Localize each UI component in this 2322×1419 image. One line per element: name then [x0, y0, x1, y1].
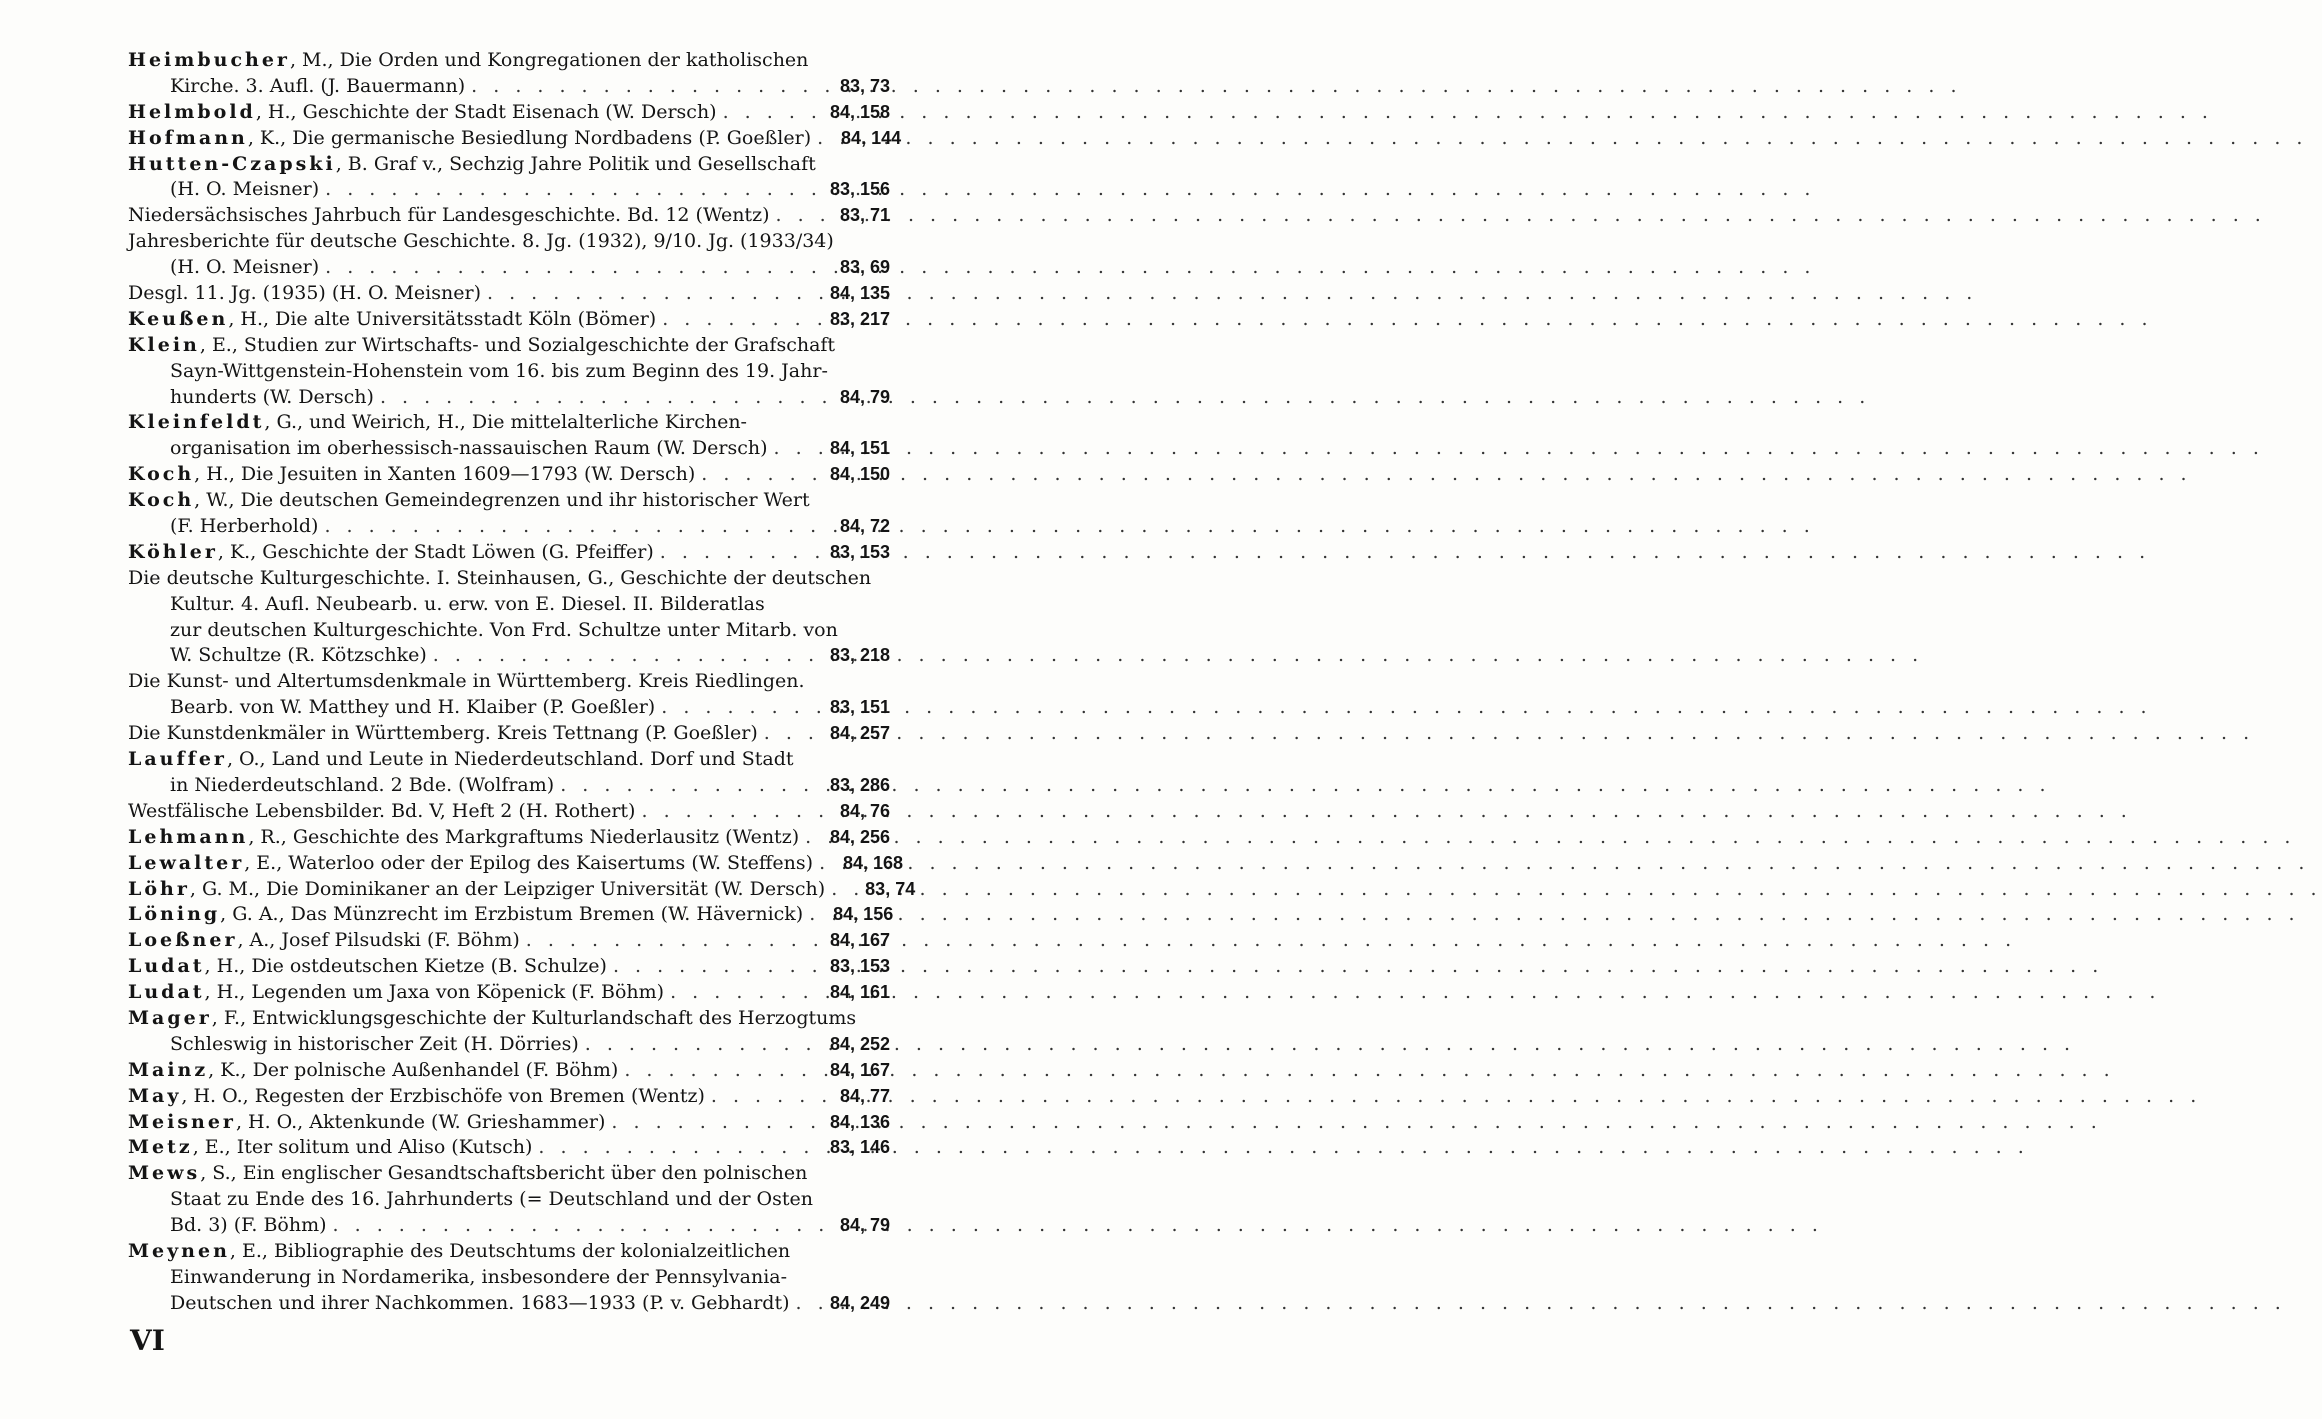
- entry-author: Lauffer: [128, 748, 227, 771]
- entry-author: Meynen: [128, 1239, 230, 1262]
- entry-text: Schleswig in historischer Zeit (H. Dörries): [170, 1032, 579, 1055]
- entry-text: , K., Geschichte der Stadt Löwen (G. Pfeiffer): [217, 540, 654, 563]
- entry-line: [128, 799, 890, 825]
- entry-author: May: [128, 1084, 182, 1107]
- entry-line: [128, 851, 904, 877]
- leader-dots: [465, 74, 820, 100]
- index-entry: [128, 1135, 890, 1161]
- entry-line: [128, 488, 890, 514]
- entry-text: Die deutsche Kulturgeschichte. I. Steinhausen, G., Geschichte der deutschen: [128, 566, 872, 589]
- index-entry: [128, 126, 902, 152]
- entry-text: Die Kunst- und Altertumsdenkmale in Württemberg. Kreis Riedlingen.: [128, 670, 805, 693]
- entry-line: [128, 359, 890, 385]
- entry-page-reference: 84, 135: [829, 283, 890, 304]
- entry-line: [128, 643, 890, 669]
- entry-text: Die Kunstdenkmäler in Württemberg. Kreis Tettnang (P. Goeßler): [128, 722, 758, 745]
- entry-page-reference: 84, 77: [839, 1085, 890, 1106]
- entry-line: [128, 1161, 890, 1187]
- entry-line: [128, 514, 890, 540]
- index-entry: [128, 954, 890, 980]
- entry-page-reference: 84, 150: [829, 464, 890, 485]
- entry-author: Löning: [128, 903, 221, 926]
- entry-line: [128, 385, 890, 411]
- entry-text: , H. O., Regesten der Erzbischöfe von Bremen (Wentz): [181, 1084, 705, 1107]
- entry-text: , K., Der polnische Außenhandel (F. Böhm): [208, 1058, 619, 1081]
- entry-author: Heimbucher: [128, 49, 290, 71]
- entry-text: Bearb. von W. Matthey und H. Klaiber (P. Goeßler): [170, 696, 656, 719]
- entry-line: [128, 100, 890, 126]
- entry-line: [128, 747, 890, 773]
- entry-text: , O., Land und Leute in Niederdeutschland. Dorf und Stadt: [226, 748, 794, 771]
- entry-text: , H., Legenden um Jaxa von Köpenick (F. Böhm): [204, 981, 665, 1004]
- entry-line: [128, 74, 890, 100]
- entry-text: , M., Die Orden und Kongregationen der katholischen: [289, 49, 809, 71]
- entry-page-reference: 83, 71: [839, 205, 890, 226]
- entry-author: Ludat: [128, 981, 205, 1004]
- entry-line: [128, 307, 890, 333]
- entry-page-reference: 83, 69: [839, 257, 890, 278]
- leader-dots: [656, 307, 820, 333]
- index-entry: [128, 203, 890, 229]
- entry-page-reference: 84, 144: [841, 127, 902, 148]
- entry-text: in Niederdeutschland. 2 Bde. (Wolfram): [170, 773, 555, 796]
- entry-text: , H. O., Aktenkunde (W. Grieshammer): [235, 1110, 606, 1133]
- entry-text: (H. O. Meisner): [170, 256, 320, 279]
- entry-text: organisation im oberhessisch-nassauischen Raum (W. Dersch): [170, 437, 768, 460]
- entry-line: [128, 1006, 890, 1032]
- entry-line: [128, 1084, 890, 1110]
- leader-dots: [318, 514, 820, 540]
- entry-page-reference: 83, 153: [829, 956, 890, 977]
- entry-text: Jahresberichte für deutsche Geschichte. 8. Jg. (1932), 9/10. Jg. (1933/34): [128, 230, 834, 253]
- leader-dots: [579, 1032, 820, 1058]
- index-entry: [128, 100, 890, 126]
- entry-author: Hutten-Czapski: [128, 152, 336, 175]
- entry-page-reference: 84, 252: [829, 1033, 890, 1054]
- entry-page-reference: 83, 156: [829, 179, 890, 200]
- entry-line: [128, 1110, 890, 1136]
- entry-page-reference: 83, 217: [829, 308, 890, 329]
- index-entry: [128, 928, 890, 954]
- entry-line: [128, 695, 890, 721]
- leader-dots: [374, 385, 820, 411]
- leader-dots: [803, 902, 823, 928]
- entry-page-reference: 83, 286: [829, 774, 890, 795]
- entry-text: , H., Die ostdeutschen Kietze (B. Schulze): [204, 955, 607, 978]
- entry-text: Westfälische Lebensbilder. Bd. V, Heft 2 (H. Rothert): [128, 799, 636, 822]
- index-page: [0, 0, 1000, 1419]
- entry-line: [128, 1239, 890, 1265]
- entry-page-reference: 83, 218: [829, 645, 890, 666]
- index-entry: [128, 462, 890, 488]
- entry-text: , G., und Weirich, H., Die mittelalterliche Kirchen-: [264, 411, 747, 434]
- entry-text: , G. A., Das Münzrecht im Erzbistum Bremen (W. Hävernick): [220, 903, 804, 926]
- entry-page-reference: 83, 73: [839, 75, 890, 96]
- entry-text: , H., Geschichte der Stadt Eisenach (W. Dersch): [255, 100, 717, 123]
- entry-text: , E., Bibliographie des Deutschtums der kolonialzeitlichen: [229, 1239, 791, 1262]
- entry-text: W. Schultze (R. Kötzschke): [170, 644, 427, 667]
- entry-author: Klein: [128, 333, 200, 356]
- index-entry: [128, 877, 916, 903]
- entry-page-reference: 84, 79: [839, 1215, 890, 1236]
- entry-text: Staat zu Ende des 16. Jahrhunderts (= Deutschland und der Osten: [170, 1188, 814, 1211]
- entry-author: Keußen: [128, 307, 229, 330]
- leader-dots: [790, 1291, 821, 1317]
- entry-text: , K., Die germanische Besiedlung Nordbadens (P. Goeßler): [247, 126, 812, 149]
- leader-dots: [554, 773, 820, 799]
- entry-text: , H., Die Jesuiten in Xanten 1609—1793 (W. Dersch): [194, 463, 696, 486]
- entry-page-reference: 84, 167: [829, 1059, 890, 1080]
- entry-line: [128, 126, 902, 152]
- leader-dots: [799, 825, 820, 851]
- entry-author: Köhler: [128, 540, 218, 563]
- entry-line: [128, 928, 890, 954]
- entry-text: (H. O. Meisner): [170, 178, 320, 201]
- entry-text: , G. M., Die Dominikaner an der Leipziger Universität (W. Dersch): [189, 877, 826, 900]
- index-entry: [128, 566, 890, 670]
- entry-page-reference: 84, 79: [839, 386, 890, 407]
- entry-text: Bd. 3) (F. Böhm): [170, 1214, 327, 1237]
- entry-line: [128, 566, 890, 592]
- entry-line: [128, 1265, 890, 1291]
- entry-author: Koch: [128, 489, 195, 512]
- entry-page-reference: 84, 161: [829, 982, 890, 1003]
- entry-line: [128, 902, 894, 928]
- entry-author: Löhr: [128, 877, 190, 900]
- entry-line: [128, 980, 890, 1006]
- entry-text: Kirche. 3. Aufl. (J. Bauermann): [170, 74, 466, 97]
- entry-page-reference: 83, 146: [829, 1137, 890, 1158]
- leader-dots: [654, 540, 820, 566]
- entry-text: , W., Die deutschen Gemeindegrenzen und ihr historischer Wert: [194, 489, 810, 512]
- leader-dots: [327, 1213, 820, 1239]
- entry-line: [128, 410, 890, 436]
- review-index-list: [128, 48, 916, 1317]
- leader-dots: [319, 177, 820, 203]
- entry-line: [128, 1187, 890, 1213]
- entry-page-reference: 84, 76: [839, 800, 890, 821]
- entry-page-reference: 84, 257: [829, 723, 890, 744]
- index-entry: [128, 747, 890, 799]
- entry-line: [128, 1291, 890, 1317]
- leader-dots: [319, 255, 820, 281]
- entry-line: [128, 540, 890, 566]
- entry-page-reference: 84, 158: [829, 101, 890, 122]
- entry-line: [128, 773, 890, 799]
- entry-page-reference: 84, 151: [829, 438, 890, 459]
- entry-author: Loeßner: [128, 929, 238, 952]
- entry-line: [128, 1032, 890, 1058]
- index-entry: [128, 1058, 890, 1084]
- leader-dots: [532, 1135, 820, 1161]
- entry-line: [128, 177, 890, 203]
- entry-line: [128, 203, 890, 229]
- index-entry: [128, 229, 890, 281]
- entry-page-reference: 84, 167: [829, 930, 890, 951]
- entry-text: zur deutschen Kulturgeschichte. Von Frd. Schultze unter Mitarb. von: [170, 618, 838, 641]
- entry-author: Kleinfeldt: [128, 411, 265, 434]
- entry-line: [128, 462, 890, 488]
- entry-text: hunderts (W. Dersch): [170, 385, 374, 408]
- entry-page-reference: 84, 249: [829, 1292, 890, 1313]
- index-entry: [128, 980, 890, 1006]
- index-entry: [128, 721, 890, 747]
- leader-dots: [717, 100, 820, 126]
- leader-dots: [520, 928, 820, 954]
- entry-text: (F. Herberhold): [170, 515, 319, 538]
- entry-author: Lehmann: [128, 825, 249, 848]
- entry-author: Hofmann: [128, 126, 248, 149]
- entry-page-reference: 84, 72: [839, 516, 890, 537]
- leader-dots: [758, 721, 820, 747]
- entry-text: Sayn-Wittgenstein-Hohenstein vom 16. bis zum Beginn des 19. Jahr-: [170, 359, 828, 382]
- index-entry: [128, 1006, 890, 1058]
- entry-text: Desgl. 11. Jg. (1935) (H. O. Meisner): [128, 282, 481, 305]
- entry-page-reference: 83, 74: [865, 878, 916, 899]
- entry-text: , A., Josef Pilsudski (F. Böhm): [237, 929, 520, 952]
- leader-dots: [811, 126, 831, 152]
- entry-text: , R., Geschichte des Markgraftums Niederlausitz (Wentz): [248, 825, 800, 848]
- index-entry: [128, 333, 890, 411]
- entry-line: [128, 877, 916, 903]
- entry-text: , B. Graf v., Sechzig Jahre Politik und Gesellschaft: [335, 152, 816, 175]
- entry-page-reference: 83, 151: [829, 697, 890, 718]
- index-entry: [128, 488, 890, 540]
- entry-author: Mager: [128, 1006, 212, 1029]
- leader-dots: [618, 1058, 820, 1084]
- entry-text: , S., Ein englischer Gesandtschaftsbericht über den polnischen: [200, 1162, 808, 1185]
- index-entry: [128, 48, 890, 100]
- leader-dots: [825, 877, 845, 903]
- leader-dots: [705, 1084, 820, 1110]
- index-entry: [128, 1239, 890, 1317]
- entry-text: , F., Entwicklungsgeschichte der Kulturlandschaft des Herzogtums: [211, 1006, 857, 1029]
- index-entry: [128, 669, 890, 721]
- entry-line: [128, 1135, 890, 1161]
- entry-line: [128, 1058, 890, 1084]
- leader-dots: [664, 980, 820, 1006]
- entry-line: [128, 825, 890, 851]
- entry-line: [128, 255, 890, 281]
- entry-page-reference: 84, 156: [833, 904, 894, 925]
- entry-line: [128, 48, 890, 74]
- index-entry: [128, 281, 890, 307]
- index-entry: [128, 1110, 890, 1136]
- entry-author: Mainz: [128, 1058, 209, 1081]
- index-entry: [128, 1084, 890, 1110]
- entry-line: [128, 721, 890, 747]
- page-number: VI: [130, 1324, 165, 1357]
- index-entry: [128, 902, 894, 928]
- index-entry: [128, 152, 890, 204]
- entry-text: Kultur. 4. Aufl. Neubearb. u. erw. von E. Diesel. II. Bilderatlas: [170, 592, 765, 615]
- entry-line: [128, 669, 890, 695]
- entry-text: Niedersächsisches Jahrbuch für Landesgeschichte. Bd. 12 (Wentz): [128, 204, 770, 227]
- entry-line: [128, 954, 890, 980]
- entry-text: , E., Waterloo oder der Epilog des Kaisertums (W. Steffens): [244, 851, 814, 874]
- index-entry: [128, 307, 890, 333]
- leader-dots: [605, 1110, 820, 1136]
- index-entry: [128, 825, 890, 851]
- entry-text: , E., Iter solitum und Aliso (Kutsch): [192, 1136, 533, 1159]
- entry-line: [128, 436, 890, 462]
- index-entry: [128, 851, 904, 877]
- leader-dots: [655, 695, 820, 721]
- entry-line: [128, 618, 890, 644]
- entry-text: Einwanderung in Nordamerika, insbesondere der Pennsylvania-: [170, 1265, 788, 1288]
- entry-line: [128, 281, 890, 307]
- entry-line: [128, 333, 890, 359]
- entry-author: Ludat: [128, 955, 205, 978]
- entry-text: , E., Studien zur Wirtschafts- und Sozialgeschichte der Grafschaft: [199, 333, 836, 356]
- entry-page-reference: 83, 153: [829, 541, 890, 562]
- entry-author: Helmbold: [128, 100, 256, 123]
- leader-dots: [695, 462, 820, 488]
- entry-author: Lewalter: [128, 851, 245, 874]
- entry-text: , H., Die alte Universitätsstadt Köln (Bömer): [228, 307, 657, 330]
- entry-author: Meisner: [128, 1110, 236, 1133]
- leader-dots: [768, 436, 820, 462]
- leader-dots: [427, 643, 820, 669]
- index-entry: [128, 1161, 890, 1239]
- entry-author: Mews: [128, 1162, 201, 1185]
- index-entry: [128, 410, 890, 462]
- entry-text: Deutschen und ihrer Nachkommen. 1683—1933 (P. v. Gebhardt): [170, 1291, 790, 1314]
- entry-line: [128, 592, 890, 618]
- entry-line: [128, 152, 890, 178]
- leader-dots: [481, 281, 820, 307]
- entry-page-reference: 84, 168: [843, 852, 904, 873]
- index-entry: [128, 799, 890, 825]
- leader-dots: [607, 954, 820, 980]
- entry-page-reference: 84, 256: [829, 826, 890, 847]
- entry-author: Metz: [128, 1136, 193, 1159]
- leader-dots: [635, 799, 820, 825]
- entry-page-reference: 84, 136: [829, 1111, 890, 1132]
- leader-dots: [813, 851, 833, 877]
- entry-line: [128, 1213, 890, 1239]
- leader-dots: [770, 203, 821, 229]
- entry-line: [128, 229, 890, 255]
- index-entry: [128, 540, 890, 566]
- entry-author: Koch: [128, 463, 195, 486]
